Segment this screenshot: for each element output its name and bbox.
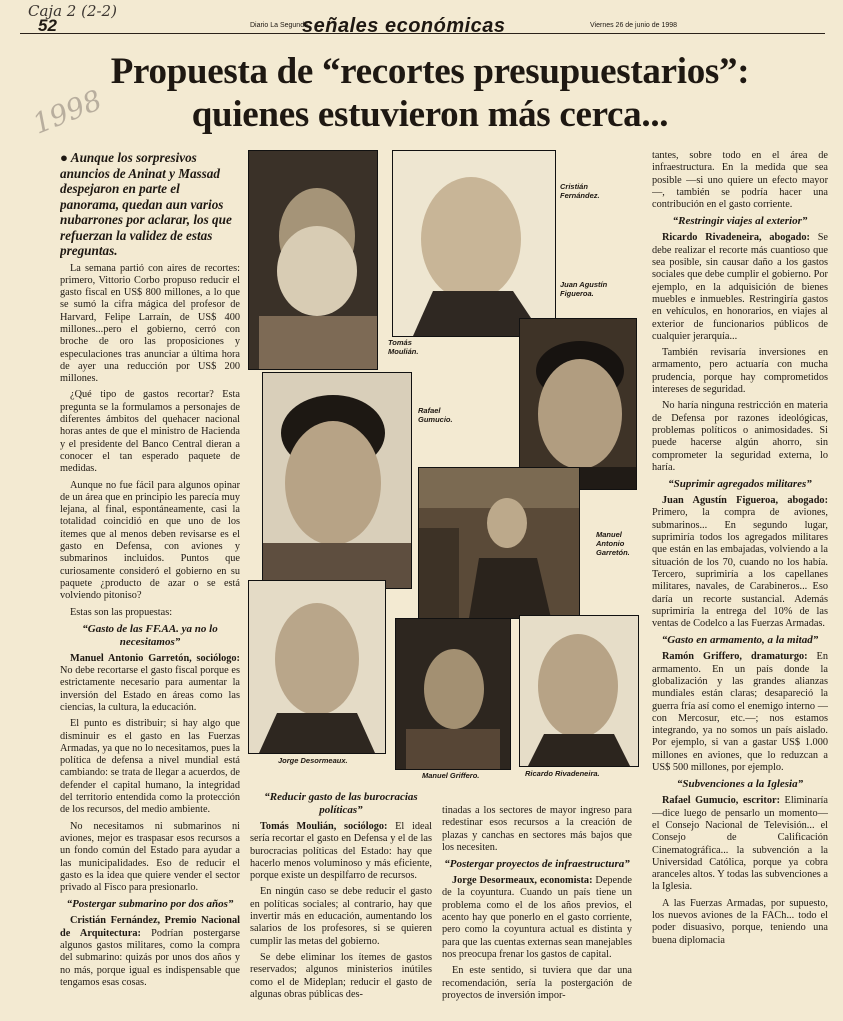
- subheading: “Subvenciones a la Iglesia”: [676, 778, 804, 791]
- photo-jorge-desormeaux: [248, 580, 386, 754]
- headline-line-2: quienes estuvieron más cerca...: [191, 94, 669, 135]
- handwritten-year-note: 1998: [28, 83, 107, 141]
- paragraph: [652, 651, 828, 774]
- headline-line-1: Propuesta de “recortes presupuestarios”:: [110, 51, 750, 92]
- paragraph: Estas son las propuestas:: [70, 606, 173, 618]
- quote-text: No debe recortarse el gasto fiscal porque es estrictamente necesario para aumentar la inversión del Estado en áreas como las ciencias, la cultura, la educación.: [60, 665, 240, 713]
- quote-text: Eliminaría —dice luego de pensarlo un momento— el Consejo Nacional de Televisión... el Consejo de Calificación Cinematográfica... la subvención a la Universidad Católica, porque ya cobra aranceles altos. Y todas las subvenciones a la Iglesia.: [652, 795, 828, 893]
- speaker-name: Jorge Desormeaux, economista:: [452, 875, 593, 887]
- photo-tomas-moulian: [248, 150, 378, 370]
- quote-text: En armamento. En un país donde la globalización y las grandes alianzas mundiales están claras; desapareció la guerra fría así como el enemigo interno —con Mercosur, etc.—; nos estamos integrando, ya no somos un país aislado. Por ejemplo, si van a gastar US$ 1.000 millones en aviones, que lo reduzcan a US$ 500 millones, por ejemplo.: [652, 651, 828, 774]
- paragraph: En ningún caso se debe reducir el gasto en políticas sociales; al contrario, hay que invertir más en educación, aumentando los salarios de los profesores, si se quieren cumplir las metas del gobierno.: [250, 886, 432, 947]
- paragraph: ¿Qué tipo de gastos recortar? Esta pregunta se la formulamos a personajes de diferentes ámbitos del quehacer nacional horas antes de que el ministro de Hacienda y el presidente del Banco Central dieran a conocer el tan esperado paquete de medidas.: [60, 389, 240, 475]
- paragraph: [652, 495, 828, 630]
- subheading: “Gasto en armamento, a la mitad”: [661, 634, 819, 647]
- paragraph: tantes, sobre todo en el área de infraestructura. En la medida que sea posible —si uno quiere un efecto mayor—, también se podría hacer una contribución en el gasto corriente.: [652, 150, 828, 211]
- paragraph: [652, 795, 828, 893]
- section-title: señales económicas: [302, 15, 506, 37]
- speaker-name: Tomás Moulián, sociólogo:: [260, 821, 388, 832]
- speaker-name: Juan Agustín Figueroa, abogado:: [662, 495, 828, 507]
- photo-cristian-fernandez: [392, 150, 556, 337]
- photo-manuel-griffero: [395, 618, 511, 770]
- page-number: 52: [38, 16, 57, 35]
- paragraph: También revisaría inversiones en armamento, pero actuaría con mucha prudencia, porque hay comprometidos intereses de seguridad.: [652, 347, 828, 396]
- speaker-name: Manuel Antonio Garretón, sociólogo:: [70, 652, 240, 664]
- lead-paragraph: ● Aunque los sorpresivos anuncios de Aninat y Massad despejaron en parte el panorama, quedan aun varios nubarrones por aclarar, los que refuerzan la validez de estas preguntas.: [60, 150, 232, 258]
- subheading: “Suprimir agregados militares”: [668, 478, 812, 491]
- paragraph: [60, 653, 240, 714]
- paragraph: [442, 875, 632, 961]
- quote-text: El ideal sería recortar el gasto en Defensa y el de las burocracias políticas del Estado: hay que hacerlo menos voluminoso y más eficiente, porque existe un despilfarro de recursos.: [250, 821, 432, 882]
- paragraph: No haría ninguna restricción en materia de Defensa por razones ideológicas, problemas políticos o animosidades. Si puede hacerse algún ahorro, sin comprometer la seguridad externa, lo haría.: [652, 400, 828, 473]
- quote-text: Depende de la coyuntura. Cuando un país tiene un problema como el de los años previos, el acento hay que ponerlo en el gasto corriente, pero como la coyuntura actual es distinta y para que las cuentas externas sean manejables nos preocupa frenar los gastos de capital.: [442, 875, 632, 960]
- issue-date: Viernes 26 de junio de 1998: [590, 22, 678, 29]
- paragraph: La semana partió con aires de recortes: primero, Vittorio Corbo propuso reducir el gasto fiscal en US$ 800 millones, a lo que se sumó la cifra mágica del profesor de Harvard, Felipe Larraín, de US$ 400 millones...pero el gobierno, cerró con broche de oro las proposiciones y especulaciones tras anunciar a última hora de ayer una reducción por US$ 200 millones.: [60, 262, 240, 385]
- caption-cristian-fernandez: Cristián Fernández.: [560, 182, 600, 200]
- caption-manuel-griffero: Manuel Griffero.: [422, 771, 480, 780]
- speaker-name: Rafael Gumucio, escritor:: [662, 795, 780, 807]
- handwritten-box-note: Caja 2 (2-2): [28, 2, 117, 20]
- photo-rafael-gumucio: [262, 372, 412, 589]
- paragraph: En este sentido, si tuviera que dar una recomendación, sería la postergación de proyectos de inversión impor-: [442, 965, 632, 1001]
- article-column-1: [60, 150, 240, 1020]
- subheading: “Gasto de las FF.AA. ya no lo necesitamos”: [82, 622, 218, 648]
- article-column-2: [250, 787, 432, 1019]
- paragraph: [652, 232, 828, 343]
- article-column-4: [652, 150, 828, 1019]
- subheading: “Postergar proyectos de infraestructura”: [444, 858, 630, 871]
- caption-jorge-desormeaux: Jorge Desormeaux.: [278, 756, 348, 765]
- caption-ricardo-rivadeneira: Ricardo Rivadeneira.: [525, 769, 600, 778]
- photo-manuel-antonio-garreton: [418, 467, 580, 619]
- paragraph: Aunque no fue fácil para algunos opinar de un área que en principio les parecía muy lejana, al final, espontáneamente, casi la totalidad coincidió en que uno de los ítemes que al menos deben revisarse es el gasto en Defensa, con aviones y submarinos incluidos. Puntos que curiosamente consideró el gobierno en su paquete ¿producto de azar o se está volviendo pitoniso?: [60, 479, 240, 602]
- newspaper-name: Diario La Segunda: [250, 22, 308, 29]
- subheading: “Reducir gasto de las burocracias políticas”: [264, 791, 418, 816]
- paragraph: A las Fuerzas Armadas, por supuesto, los nuevos aviones de la FACh... todo el poder disuasivo, porque, teniendo una buena diplomacia: [652, 897, 828, 946]
- speaker-name: Cristián Fernández, Premio Nacional de Arquitectura:: [60, 915, 240, 939]
- paragraph: [60, 915, 240, 989]
- subheading: “Restringir viajes al exterior”: [672, 215, 808, 228]
- paragraph: El punto es distribuir; si hay algo que disminuir es el gasto en las Fuerzas Armadas, ya que no lo necesitamos, pues la política de defensa a nivel mundial está cambiando: se trata de llegar a acuerdos, de defender el capital humano, la integridad del territorio entendida como la protección de los recursos, del medio ambiente.: [60, 718, 240, 816]
- photo-juan-agustin-figueroa: [519, 318, 637, 490]
- quote-text: Podrían postergarse algunos gastos militares, como la compra del submarino: quizás por unos dos años y no más, porque igual es indispensable que tengamos esas cosas.: [60, 927, 240, 988]
- caption-tomas-moulian: Tomás Moulián.: [388, 338, 419, 356]
- headline: [60, 50, 800, 136]
- caption-rafael-gumucio: Rafael Gumucio.: [418, 406, 453, 424]
- article-column-3: [442, 805, 632, 1019]
- subheading: “Postergar submarino por dos años”: [66, 898, 234, 911]
- paragraph: No necesitamos ni submarinos ni aviones, mejor es traspasar esos recursos a un fondo común del Estado para ayudar a las municipalidades. Eso de reducir el gasto es la idea que quiere vender el sector privado al Fisco para presionarlo.: [60, 820, 240, 894]
- caption-manuel-antonio-garreton: Manuel Antonio Garretón.: [596, 530, 630, 557]
- paragraph: tinadas a los sectores de mayor ingreso para redestinar esos recursos a la creación de plazas y canchas en sectores más bajos que los necesiten.: [442, 805, 632, 853]
- quote-text: Primero, la compra de aviones, submarinos... En segundo lugar, suprimiría todos los agregados militares que están en las embajadas, volviendo a la situación de los 70, cuando no los había. Tercero, suprimiría a los capellanes militares, navales, de Carabineros... Eso daría un recorte sustancial. Además suprimiría la entrega del 10% de las ventas de Codelco a las Fuerzas Armadas.: [652, 507, 828, 630]
- caption-juan-agustin-figueroa: Juan Agustín Figueroa.: [560, 280, 608, 298]
- speaker-name: Ramón Griffero, dramaturgo:: [662, 651, 808, 663]
- paragraph: Se debe eliminar los ítemes de gastos reservados; algunos ministerios inútiles como el de Mideplan; reducir el gasto de algunas obras públicas des-: [250, 951, 432, 1000]
- speaker-name: Ricardo Rivadeneira, abogado:: [662, 232, 810, 244]
- quote-text: Se debe realizar el recorte más cuantioso que sea posible, sin causar daño a los gastos sociales que debe cumplir el gobierno. Por ejemplo, en la adquisición de bienes muebles e inmuebles. Restringiría gastos en vehículos, en honorarios, en viajes al exterior de funcionarios públicos de cualquier jerarquía...: [652, 232, 828, 342]
- photo-ricardo-rivadeneira: [519, 615, 639, 767]
- paragraph: [250, 821, 432, 882]
